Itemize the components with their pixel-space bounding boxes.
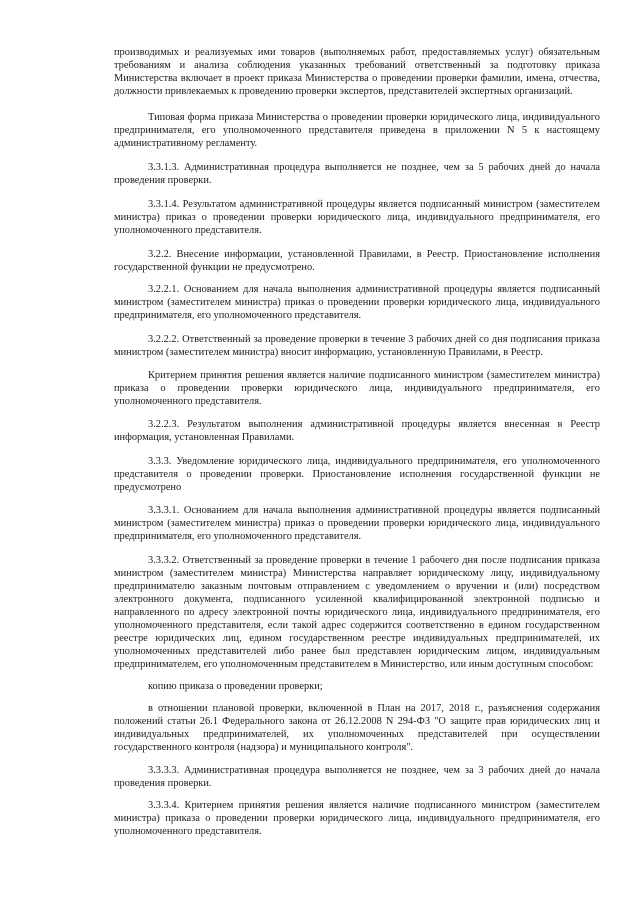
paragraph-3-3-3-1: 3.3.3.1. Основанием для начала выполнения административной процедуры является подписанный министром (заместителем министра) приказ о проведении проверки юридического лица, индивидуального предпринимателя, его уполномоченного представителя. [114,505,600,542]
paragraph-3-2-2-1: 3.2.2.1. Основанием для начала выполнения административной процедуры является подписанный министром (заместителем министра) приказ о проведении проверки юридического лица, индивидуального предпринимателя, его уполномоченного представителя. [114,284,600,321]
paragraph-3-3-3-2: 3.3.3.2. Ответственный за проведение проверки в течение 1 рабочего дня после подписания приказа министром (заместителем министра) Министерства направляет юридическому лицу, индивидуальному предпринимателю заказным почтовым отправлением с уведомлением о вручении и (или) посредством электронного документа, подписанного усиленной квалифицированной электронной подписью и направленного по адресу электронной почты юридического лица, индивидуального предпринимателя, его уполномоченного представителя, если такой адрес содержится соответственно в едином государственном реестре юридических лиц, едином государственном реестре индивидуальных предпринимателей, их уполномоченных представителей либо ранее был представлен юридическим лицом, индивидуальным предпринимателем, его уполномоченным представителем в Министерство, или иным доступным способом: [114,555,600,670]
paragraph-continuation: производимых и реализуемых ими товаров (выполняемых работ, предоставляемых услуг) обязательным требованиям и анализа соблюдения указанных требований ответственный за подготовку приказа Министерства включает в проект приказа Министерства о проведении проверки фамилии, имена, отчества, должности привлекаемых к проведению проверки экспертов, представителей экспертных организаций. [114,47,600,97]
paragraph-3-2-2-2: 3.2.2.2. Ответственный за проведение проверки в течение 3 рабочих дней со дня подписания приказа министром (заместителем министра) вносит информацию, установленную Правилами, в Реестр. [114,334,600,358]
paragraph-copy-order: копию приказа о проведении проверки; [148,681,323,692]
paragraph-3-3-3-3: 3.3.3.3. Административная процедура выполняется не позднее, чем за 3 рабочих дней до начала проведения проверки. [114,765,600,789]
paragraph-criterion: Критерием принятия решения является наличие подписанного министром (заместителем министра) приказа о проведении проверки юридического лица, индивидуального предпринимателя, его уполномоченного представителя. [114,370,600,407]
paragraph-3-3-3: 3.3.3. Уведомление юридического лица, индивидуального предпринимателя, его уполномоченного представителя о проведении проверки. Приостановление исполнения государственной функции не предусмотрено [114,456,600,493]
paragraph-3-2-2: 3.2.2. Внесение информации, установленной Правилами, в Реестр. Приостановление исполнения государственной функции не предусмотрено. [114,249,600,273]
paragraph-3-3-1-3: 3.3.1.3. Административная процедура выполняется не позднее, чем за 5 рабочих дней до начала проведения проверки. [114,162,600,186]
paragraph-planned-inspection: в отношении плановой проверки, включенной в План на 2017, 2018 г., разъяснения содержания положений статьи 26.1 Федерального закона от 26.12.2008 N 294-ФЗ "О защите прав юридических лиц и индивидуальных предпринимателей, их уполномоченных представителей при осуществлении государственного контроля (надзора) и муниципального контроля". [114,703,600,753]
paragraph-3-3-1-4: 3.3.1.4. Результатом административной процедуры является подписанный министром (заместителем министра) приказ о проведении проверки юридического лица, индивидуального предпринимателя, его уполномоченного представителя. [114,199,600,236]
paragraph-typical-form: Типовая форма приказа Министерства о проведении проверки юридического лица, индивидуального предпринимателя, его уполномоченного представителя приведена в приложении N 5 к настоящему административному регламенту. [114,112,600,149]
paragraph-3-2-2-3: 3.2.2.3. Результатом выполнения административной процедуры является внесенная в Реестр информация, установленная Правилами. [114,419,600,443]
paragraph-3-3-3-4: 3.3.3.4. Критерием принятия решения является наличие подписанного министром (заместителем министра) приказа о проведении проверки юридического лица, индивидуального предпринимателя, его уполномоченного представителя. [114,800,600,837]
